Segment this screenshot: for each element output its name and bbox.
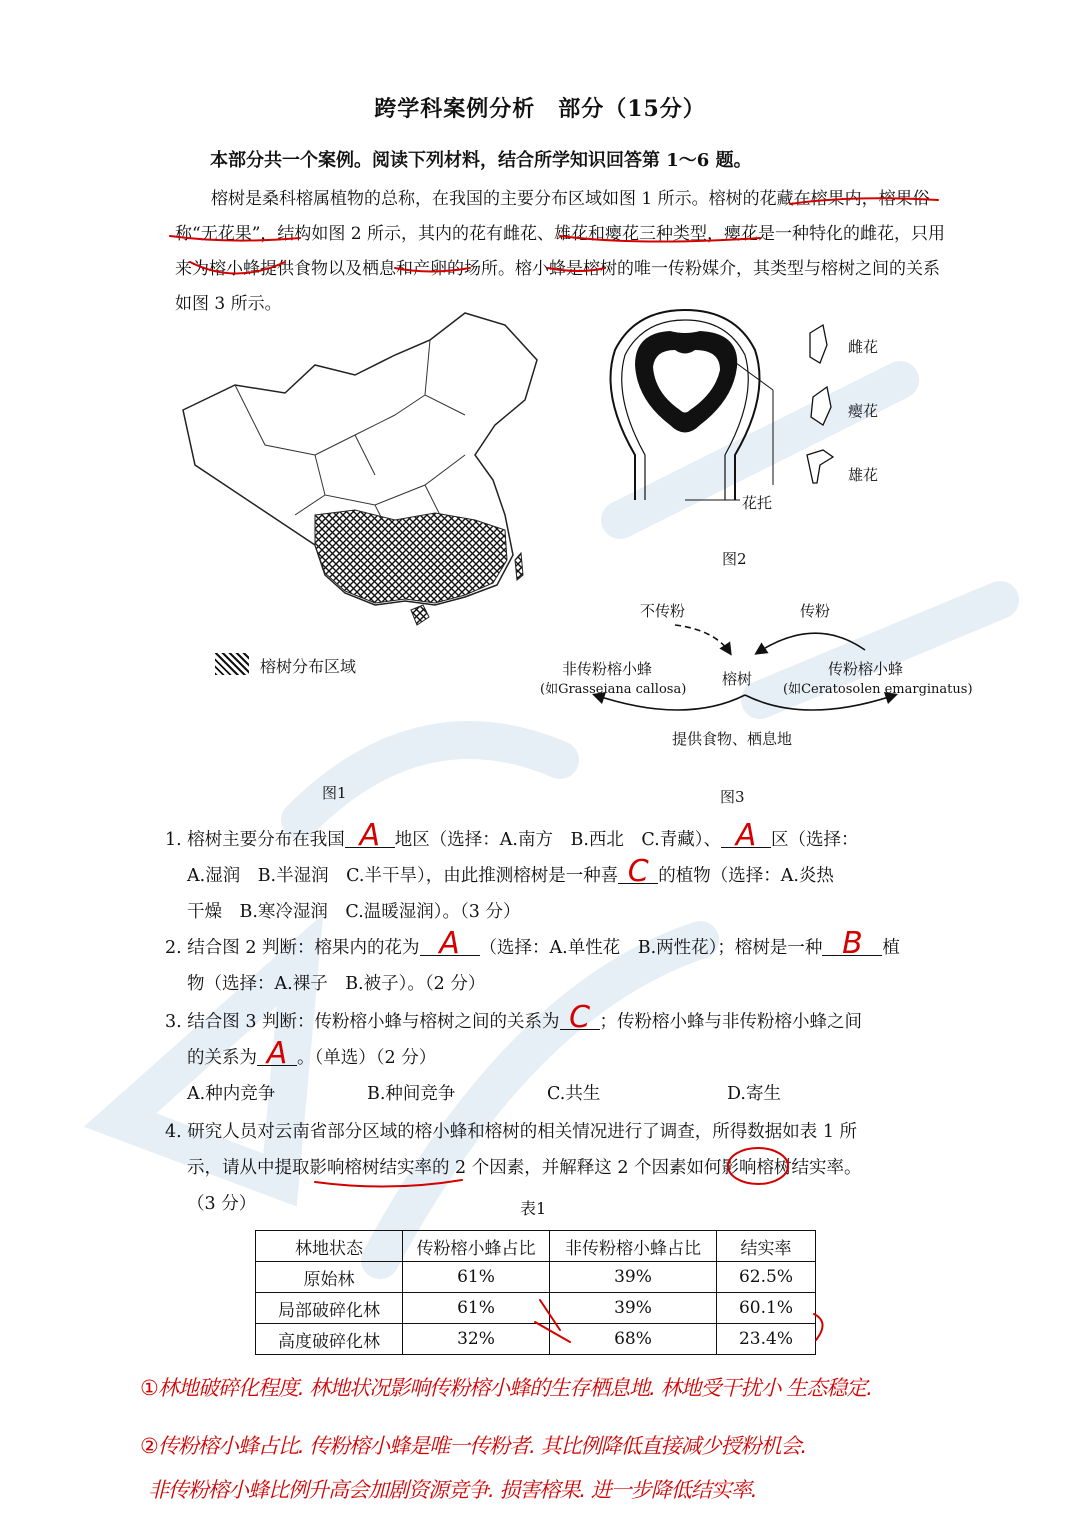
material-paragraph: 榕树是桑科榕属植物的总称，在我国的主要分布区域如图 1 所示。榕树的花藏在榕果内，榕果俗称“无花果”，结构如图 2 所示，其内的花有雌花、雄花和瘿花三种类型，瘿花是一种特化的雌花，只用来为榕小蜂提供食物以及栖息和产卵的场所。榕小蜂是榕树的唯一传粉媒介，其类型与榕树之间的关系如图 3 所示。: [175, 189, 946, 314]
table-header: 林地状态: [256, 1231, 403, 1262]
non-pollinate-label: 不传粉: [640, 602, 686, 620]
banyan-label: 榕树: [722, 670, 753, 688]
receptacle-label: 花托: [742, 494, 773, 512]
q3-answer-1: C: [560, 1007, 600, 1030]
q1-answer-2: A: [721, 825, 771, 848]
table-cell: 60.1%: [717, 1293, 816, 1324]
gall-flower-label: 瘿花: [848, 402, 879, 420]
question-number: 2.: [165, 938, 182, 958]
q1-answer-3: C: [618, 861, 658, 884]
pollinating-wasp-label: 传粉榕小蜂: [828, 660, 904, 678]
q4-text: （3 分）: [187, 1194, 257, 1214]
q4-text: 研究人员对云南省部分区域的榕小蜂和榕树的相关情况进行了调查，所得数据如表 1 所: [187, 1122, 858, 1142]
handwritten-answer-line-2: ②传粉榕小蜂占比. 传粉榕小蜂是唯一传粉者. 其比例降低直接减少授粉机会.: [140, 1434, 807, 1458]
non-pollinating-wasp-example: (如Grasseiana callosa): [540, 682, 687, 697]
table-cell: 62.5%: [717, 1262, 816, 1293]
section-intro: 本部分共一个案例。阅读下列材料，结合所学知识回答第 1～6 题。: [210, 150, 752, 171]
table-cell: 原始林: [256, 1262, 403, 1293]
q1-text: A.湿润 B.半湿润 C.半干旱），由此推测榕树是一种喜: [187, 866, 619, 886]
page-title: 跨学科案例分析 部分（15分）: [374, 96, 706, 122]
figure2-caption: 图2: [722, 550, 747, 568]
question-number: 3.: [165, 1012, 182, 1032]
food-habitat-label: 提供食物、栖息地: [672, 730, 793, 748]
question-number: 4.: [165, 1122, 182, 1142]
handwritten-answer-line-1: ①林地破碎化程度. 林地状况影响传粉榕小蜂的生存栖息地. 林地受干扰小 生态稳定.: [140, 1376, 872, 1400]
q3-option-b: B.种间竞争: [367, 1084, 456, 1104]
table-cell: 68%: [550, 1324, 717, 1355]
q3-text: 结合图 3 判断：传粉榕小蜂与榕树之间的关系为: [187, 1012, 560, 1032]
table-cell: 39%: [550, 1293, 717, 1324]
table-cell: 局部破碎化林: [256, 1293, 403, 1324]
q1-text: 的植物（选择：A.炎热: [658, 866, 834, 886]
q2-text: 结合图 2 判断：榕果内的花为: [187, 938, 420, 958]
q2-text: （选择：A.单性花 B.两性花）；榕树是一种: [479, 938, 823, 958]
q2-text: 物（选择：A.裸子 B.被子）。（2 分）: [187, 974, 486, 994]
table-cell: 61%: [403, 1262, 550, 1293]
q3-option-c: C.共生: [547, 1084, 601, 1104]
q3-option-a: A.种内竞争: [187, 1084, 276, 1104]
q1-text: 地区（选择：A.南方 B.西北 C.青藏）、: [394, 830, 721, 850]
q2-text: 植: [882, 938, 900, 958]
figure3-caption: 图3: [720, 788, 745, 806]
q2-answer-2: B: [822, 933, 882, 956]
q3-text: 。（单选）（2 分）: [297, 1048, 437, 1068]
q4-text: 示，请从中提取影响榕树结实率的 2 个因素，并解释这 2 个因素如何影响榕树结实率。: [187, 1158, 862, 1178]
q3-option-d: D.寄生: [727, 1084, 781, 1104]
q3-text: ；传粉榕小蜂与非传粉榕小蜂之间: [599, 1012, 863, 1032]
q1-text: 区（选择：: [770, 830, 859, 850]
non-pollinating-wasp-label: 非传粉榕小蜂: [562, 660, 653, 678]
table-cell: 39%: [550, 1262, 717, 1293]
handwritten-answer-line-3: 非传粉榕小蜂比例升高会加剧资源竞争. 损害榕果. 进一步降低结实率.: [148, 1478, 757, 1502]
table-header: 传粉榕小蜂占比: [403, 1231, 550, 1262]
q1-answer-1: A: [345, 825, 395, 848]
figure1-caption: 图1: [322, 784, 347, 802]
table-cell: 高度破碎化林: [256, 1324, 403, 1355]
table-header: 非传粉榕小蜂占比: [550, 1231, 717, 1262]
female-flower-label: 雌花: [848, 338, 879, 356]
q2-answer-1: A: [420, 933, 480, 956]
pollinate-label: 传粉: [800, 602, 831, 620]
legend-label: 榕树分布区域: [260, 657, 357, 676]
q3-text: 的关系为: [187, 1048, 257, 1068]
table-caption: 表1: [520, 1199, 547, 1218]
q3-answer-2: A: [257, 1043, 297, 1066]
male-flower-label: 雄花: [848, 466, 879, 484]
table-cell: 61%: [403, 1293, 550, 1324]
table-cell: 32%: [403, 1324, 550, 1355]
q1-text: 干燥 B.寒冷湿润 C.温暖湿润）。（3 分）: [187, 902, 521, 922]
table-cell: 23.4%: [717, 1324, 816, 1355]
pollinating-wasp-example: (如Ceratosolen emarginatus): [783, 682, 973, 697]
question-number: 1.: [165, 830, 182, 850]
table-header: 结实率: [717, 1231, 816, 1262]
q1-text: 榕树主要分布在我国: [187, 830, 345, 850]
